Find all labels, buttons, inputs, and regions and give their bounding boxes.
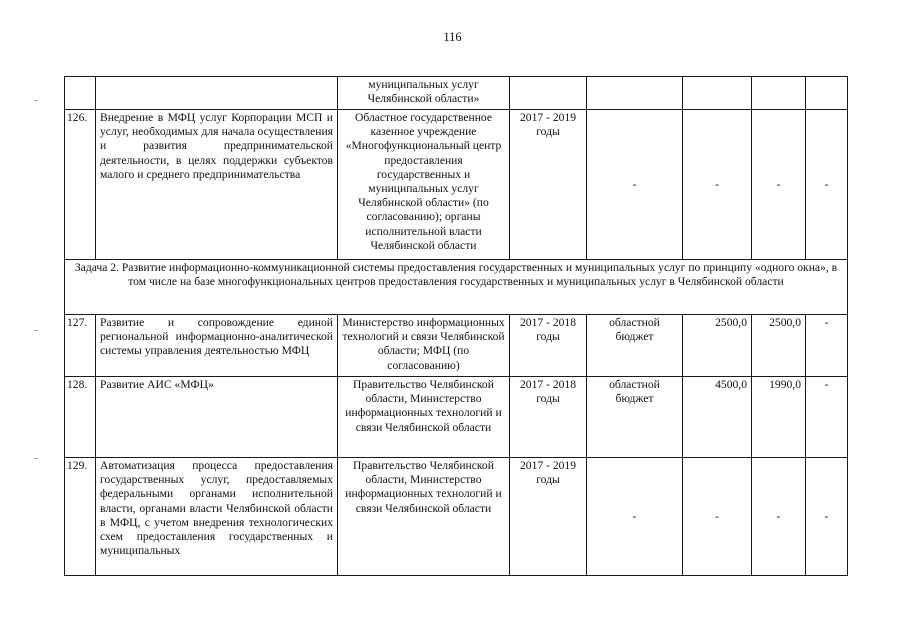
measure-name: Развитие и сопровождение единой региональной информационно-аналитической системы управления деятельностью МФЦ bbox=[96, 315, 338, 377]
amount-cell-3: - bbox=[806, 315, 848, 377]
amount-cell-1 bbox=[683, 77, 752, 110]
table-row bbox=[65, 377, 848, 458]
measure-name bbox=[96, 77, 338, 110]
amount-cell-2: - bbox=[752, 110, 806, 260]
funding-source-cell: - bbox=[587, 458, 683, 576]
measure-name: Внедрение в МФЦ услуг Корпорации МСП и услуг, необходимых для начала осуществления и развития предпринимательской деятельности, в целях поддержки субъектов малого и среднего предпринимательства bbox=[96, 110, 338, 260]
amount-cell-3: - bbox=[806, 458, 848, 576]
period-cell: 2017 - 2019 годы bbox=[510, 110, 587, 260]
period-cell: 2017 - 2018 годы bbox=[510, 377, 587, 458]
executor-cell: Правительство Челябинской области, Министерство информационных технологий и связи Челябинской области bbox=[338, 377, 510, 458]
executor-cell: Правительство Челябинской области, Министерство информационных технологий и связи Челябинской области bbox=[338, 458, 510, 576]
scan-edge-mark bbox=[34, 330, 38, 331]
row-number: 129. bbox=[65, 458, 96, 576]
funding-source-cell: областной бюджет bbox=[587, 315, 683, 377]
scan-edge-mark bbox=[34, 100, 38, 101]
amount-cell-1: 2500,0 bbox=[683, 315, 752, 377]
funding-source-cell bbox=[587, 77, 683, 110]
measure-name: Развитие АИС «МФЦ» bbox=[96, 377, 338, 458]
task-heading: Задача 2. Развитие информационно-коммуникационной системы предоставления государственных и муниципальных услуг по принципу «одного окна», в том числе на базе многофункциональных центров предоставления государственных и муниципальных услуг в Челябинской области bbox=[65, 260, 848, 315]
amount-cell-3: - bbox=[806, 110, 848, 260]
period-cell: 2017 - 2018 годы bbox=[510, 315, 587, 377]
amount-cell-3: - bbox=[806, 377, 848, 458]
row-number: 128. bbox=[65, 377, 96, 458]
amount-cell-2 bbox=[752, 77, 806, 110]
table-row bbox=[65, 458, 848, 576]
amount-cell-2: 1990,0 bbox=[752, 377, 806, 458]
executor-cell: Областное государственное казенное учреждение «Многофункциональный центр предоставления государственных и муниципальных услуг Челябинской области» (по согласованию); органы исполнительной власти Челябинской области bbox=[338, 110, 510, 260]
funding-source-cell: областной бюджет bbox=[587, 377, 683, 458]
amount-cell-2: - bbox=[752, 458, 806, 576]
amount-cell-1: - bbox=[683, 110, 752, 260]
row-number: 126. bbox=[65, 110, 96, 260]
table-row bbox=[65, 77, 848, 110]
page-number: 116 bbox=[443, 30, 462, 44]
measure-name: Автоматизация процесса предоставления государственных услуг, предоставляемых федеральными органами исполнительной власти, органами власти Челябинской области в МФЦ, с учетом внедрения технологических схем предоставления государственных и муниципальных bbox=[96, 458, 338, 576]
row-number bbox=[65, 77, 96, 110]
amount-cell-3 bbox=[806, 77, 848, 110]
amount-cell-1: - bbox=[683, 458, 752, 576]
measures-table bbox=[64, 76, 848, 576]
table-row bbox=[65, 110, 848, 260]
funding-source-cell: - bbox=[587, 110, 683, 260]
table-row bbox=[65, 315, 848, 377]
row-number: 127. bbox=[65, 315, 96, 377]
amount-cell-1: 4500,0 bbox=[683, 377, 752, 458]
scan-edge-mark bbox=[34, 458, 38, 459]
task-heading-row bbox=[65, 260, 848, 315]
period-cell bbox=[510, 77, 587, 110]
amount-cell-2: 2500,0 bbox=[752, 315, 806, 377]
period-cell: 2017 - 2019 годы bbox=[510, 458, 587, 576]
executor-cell: муниципальных услуг Челябинской области» bbox=[338, 77, 510, 110]
executor-cell: Министерство информационных технологий и связи Челябинской области; МФЦ (по согласованию) bbox=[338, 315, 510, 377]
